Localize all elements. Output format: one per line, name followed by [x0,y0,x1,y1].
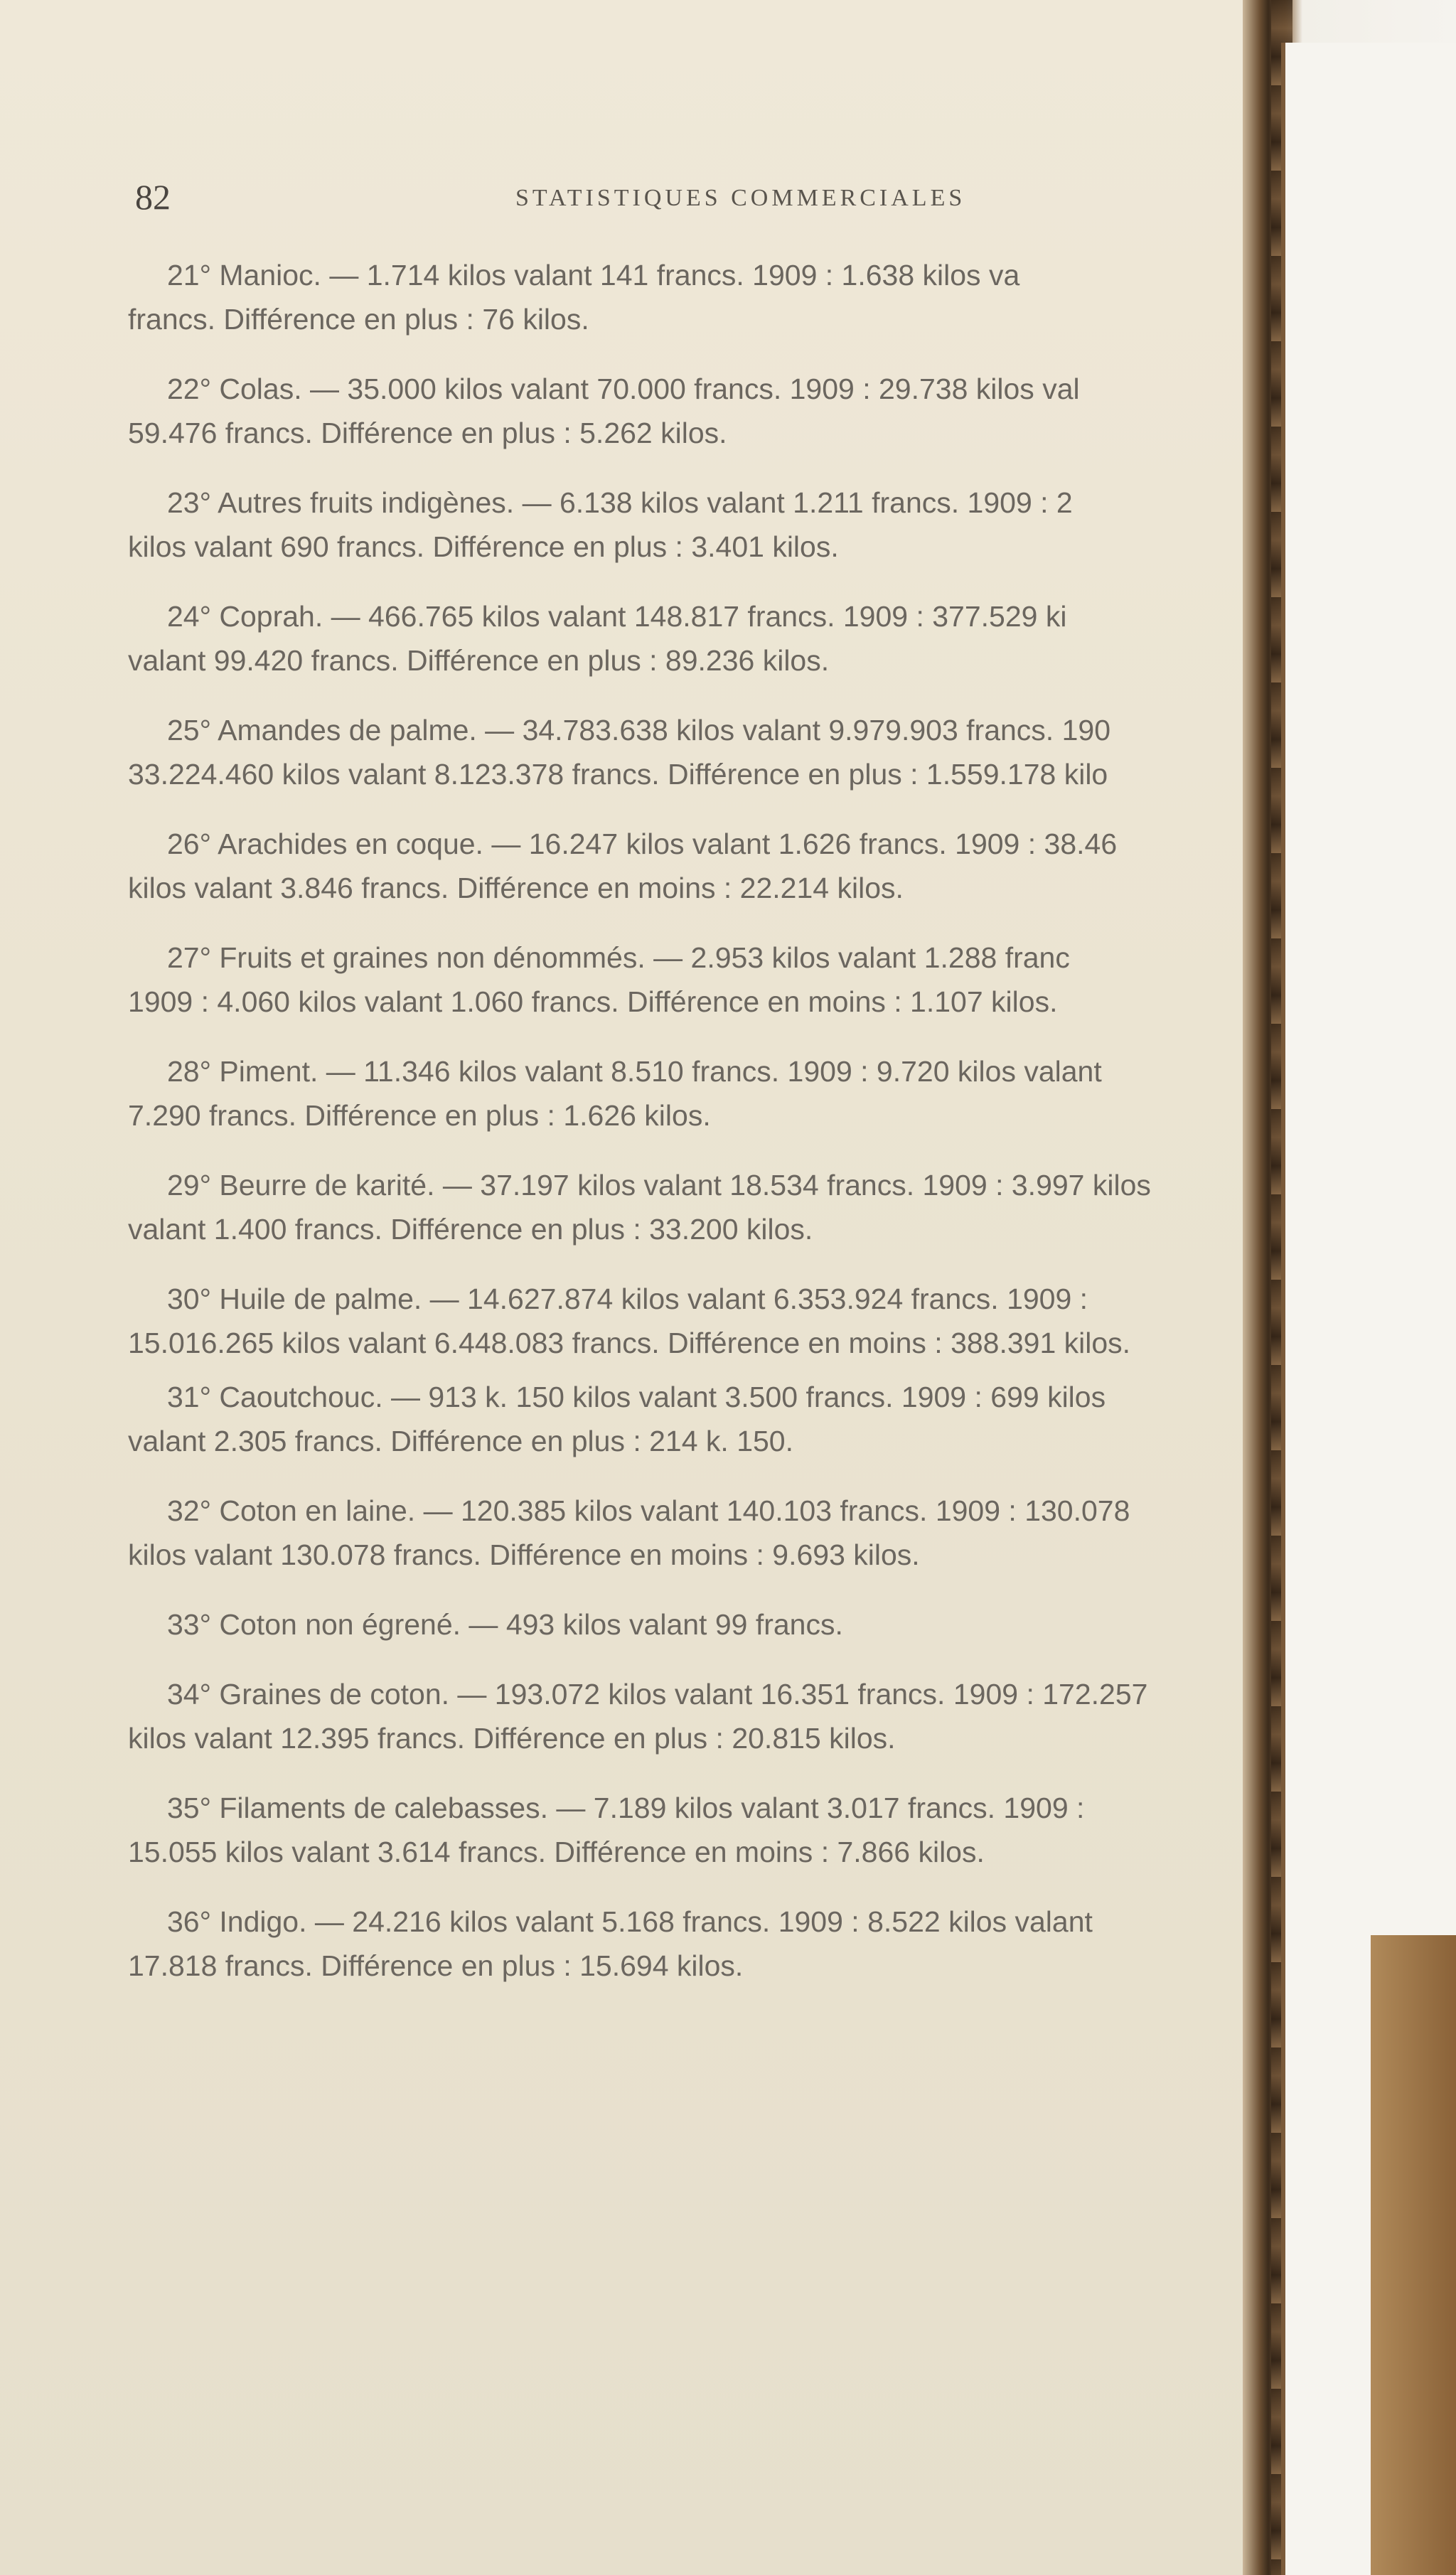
entry-line-1: 25° Amandes de palme. — 34.783.638 kilos valant 9.979.903 francs. 190 [167,714,1110,746]
entry-line-1: 21° Manioc. — 1.714 kilos valant 141 francs. 1909 : 1.638 kilos va [167,259,1020,291]
entry-line-1: 30° Huile de palme. — 14.627.874 kilos valant 6.353.924 francs. 1909 : [167,1283,1088,1315]
entry-line-1: 23° Autres fruits indigènes. — 6.138 kilos valant 1.211 francs. 1909 : 2 [167,486,1073,519]
entry-21 [128,253,1386,341]
entry-line-2: valant 2.305 francs. Différence en plus : 214 k. 150. [128,1425,793,1457]
entry-line-1: 29° Beurre de karité. — 37.197 kilos valant 18.534 francs. 1909 : 3.997 kilos [167,1169,1151,1201]
entry-line-1: 27° Fruits et graines non dénommés. — 2.953 kilos valant 1.288 franc [167,941,1070,974]
entry-23 [128,481,1386,569]
entry-line-1: 33° Coton non égrené. — 493 kilos valant 99 francs. [167,1608,843,1641]
page-number: 82 [135,177,171,217]
entry-30 [128,1277,1386,1365]
entry-line-2: 17.818 francs. Différence en plus : 15.694 kilos. [128,1949,744,1982]
entry-line-2: 1909 : 4.060 kilos valant 1.060 francs. Différence en moins : 1.107 kilos. [128,985,1058,1018]
entry-line-2: 15.016.265 kilos valant 6.448.083 francs. Différence en moins : 388.391 kilos. [128,1327,1131,1359]
entry-36 [128,1900,1386,1988]
entry-26 [128,822,1386,910]
entry-35 [128,1786,1386,1874]
entry-line-1: 36° Indigo. — 24.216 kilos valant 5.168 francs. 1909 : 8.522 kilos valant [167,1905,1093,1938]
entry-line-1: 26° Arachides en coque. — 16.247 kilos valant 1.626 francs. 1909 : 38.46 [167,828,1118,860]
entry-line-2: valant 99.420 francs. Différence en plus : 89.236 kilos. [128,644,830,677]
entry-line-2: valant 1.400 francs. Différence en plus : 33.200 kilos. [128,1213,813,1246]
entry-22 [128,367,1386,455]
entry-27 [128,936,1386,1024]
entry-line-2: kilos valant 130.078 francs. Différence en moins : 9.693 kilos. [128,1538,920,1571]
entry-line-1: 24° Coprah. — 466.765 kilos valant 148.817 francs. 1909 : 377.529 ki [167,600,1067,633]
entry-line-2: kilos valant 690 francs. Différence en plus : 3.401 kilos. [128,530,839,563]
running-title: STATISTIQUES COMMERCIALES [515,185,966,211]
entry-31 [128,1375,1386,1463]
book-cover-edge [1371,1935,1456,2575]
entry-24 [128,594,1386,682]
entry-33 [128,1602,1386,1647]
entry-29 [128,1163,1386,1251]
entry-line-1: 32° Coton en laine. — 120.385 kilos valant 140.103 francs. 1909 : 130.078 [167,1494,1130,1527]
entry-line-1: 31° Caoutchouc. — 913 k. 150 kilos valant 3.500 francs. 1909 : 699 kilos [167,1381,1106,1413]
entry-line-1: 28° Piment. — 11.346 kilos valant 8.510 francs. 1909 : 9.720 kilos valant [167,1055,1102,1088]
entry-25 [128,708,1386,796]
entry-line-2: 59.476 francs. Différence en plus : 5.262 kilos. [128,417,727,449]
entry-32 [128,1489,1386,1577]
entry-line-1: 22° Colas. — 35.000 kilos valant 70.000 francs. 1909 : 29.738 kilos val [167,373,1080,405]
entry-line-2: francs. Différence en plus : 76 kilos. [128,303,589,336]
entries-list [128,253,1386,1988]
entry-line-2: 33.224.460 kilos valant 8.123.378 francs. Différence en plus : 1.559.178 kilo [128,758,1108,791]
page-header [135,176,988,219]
entry-34 [128,1672,1386,1760]
entry-line-1: 34° Graines de coton. — 193.072 kilos valant 16.351 francs. 1909 : 172.257 [167,1678,1148,1711]
entry-line-2: 15.055 kilos valant 3.614 francs. Différence en moins : 7.866 kilos. [128,1836,985,1868]
entry-line-1: 35° Filaments de calebasses. — 7.189 kilos valant 3.017 francs. 1909 : [167,1792,1085,1824]
entry-28 [128,1049,1386,1137]
entry-line-2: 7.290 francs. Différence en plus : 1.626 kilos. [128,1099,711,1132]
entry-line-2: kilos valant 3.846 francs. Différence en moins : 22.214 kilos. [128,872,904,904]
entry-line-2: kilos valant 12.395 francs. Différence en plus : 20.815 kilos. [128,1722,896,1755]
